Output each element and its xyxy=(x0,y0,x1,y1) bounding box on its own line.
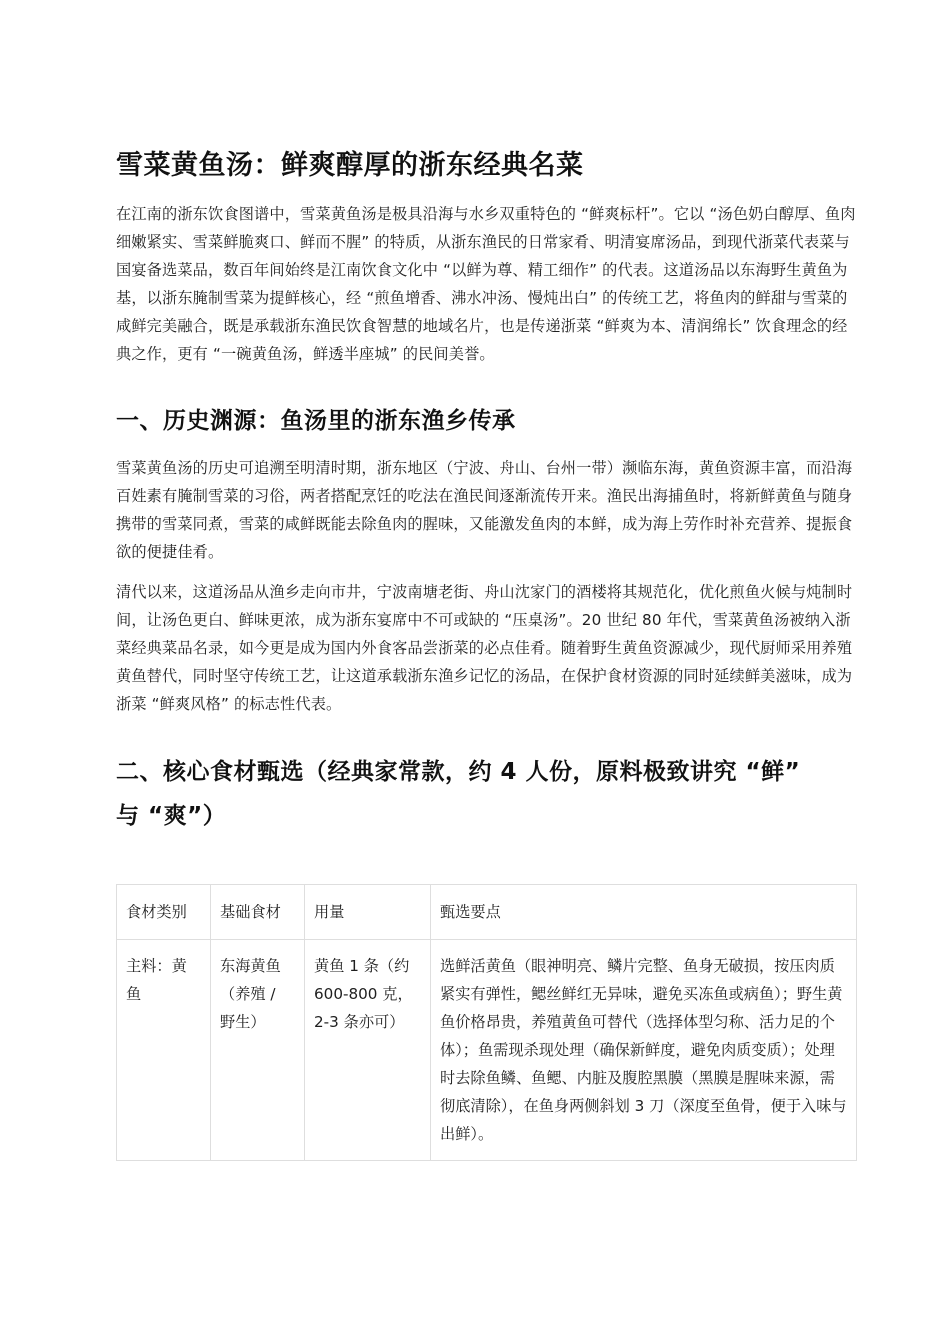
column-header-amount: 用量 xyxy=(305,885,431,940)
cell-notes: 选鲜活黄鱼（眼神明亮、鳞片完整、鱼身无破损，按压肉质紧实有弹性，鳃丝鲜红无异味，避免买冻鱼或病鱼）；野生黄鱼价格昂贵，养殖黄鱼可替代（选择体型匀称、活力足的个体）；鱼需现杀现处理（确保新鲜度，避免肉质变质）；处理时去除鱼鳞、鱼鳃、内脏及腹腔黑膜（黑膜是腥味来源，需彻底清除），在鱼身两侧斜划 3 刀（深度至鱼骨，便于入味与出鲜）。 xyxy=(431,940,857,1161)
page-title: 雪菜黄鱼汤：鲜爽醇厚的浙东经典名菜 xyxy=(116,150,584,181)
cell-item: 东海黄鱼（养殖 / 野生） xyxy=(211,940,305,1161)
ingredients-heading: 二、核心食材甄选（经典家常款，约 4 人份，原料极致讲究 “鲜” 与 “爽”） xyxy=(116,759,801,829)
history-paragraph-2: 清代以来，这道汤品从渔乡走向市井，宁波南塘老街、舟山沈家门的酒楼将其规范化，优化煎鱼火候与炖制时间，让汤色更白、鲜味更浓，成为浙东宴席中不可或缺的 “压桌汤”。20 世纪 80 年代，雪菜黄鱼汤被纳入浙菜经典菜品名录，如今更是成为国内外食客品尝浙菜的必点佳肴。随着野生黄鱼资源减少，现代厨师采用养殖黄鱼替代，同时坚守传统工艺，让这道承载浙东渔乡记忆的汤品，在保护食材资源的同时延续鲜美滋味，成为浙菜 “鲜爽风格” 的标志性代表。 xyxy=(116,583,853,713)
cell-amount: 黄鱼 1 条（约 600-800 克，2-3 条亦可） xyxy=(305,940,431,1161)
history-paragraph-1: 雪菜黄鱼汤的历史可追溯至明清时期，浙东地区（宁波、舟山、台州一带）濒临东海，黄鱼资源丰富，而沿海百姓素有腌制雪菜的习俗，两者搭配烹饪的吃法在渔民间逐渐流传开来。渔民出海捕鱼时，将新鲜黄鱼与随身携带的雪菜同煮，雪菜的咸鲜既能去除鱼肉的腥味，又能激发鱼肉的本鲜，成为海上劳作时补充营养、提振食欲的便捷佳肴。 xyxy=(116,459,853,561)
column-header-item: 基础食材 xyxy=(211,885,305,940)
history-heading: 一、历史渊源：鱼汤里的浙东渔乡传承 xyxy=(116,408,516,434)
intro-paragraph: 在江南的浙东饮食图谱中，雪菜黄鱼汤是极具沿海与水乡双重特色的 “鲜爽标杆”。它以 “汤色奶白醇厚、鱼肉细嫩紧实、雪菜鲜脆爽口、鲜而不腥” 的特质，从浙东渔民的日常家肴、明清宴席汤品，到现代浙菜代表菜与国宴备选菜品，数百年间始终是江南饮食文化中 “以鲜为尊、精工细作” 的代表。这道汤品以东海野生黄鱼为基，以浙东腌制雪菜为提鲜核心，经 “煎鱼增香、沸水冲汤、慢炖出白” 的传统工艺，将鱼肉的鲜甜与雪菜的咸鲜完美融合，既是承载浙东渔民饮食智慧的地域名片，也是传递浙菜 “鲜爽为本、清润绵长” 饮食理念的经典之作，更有 “一碗黄鱼汤，鲜透半座城” 的民间美誉。 xyxy=(116,205,856,363)
cell-category: 主料：黄鱼 xyxy=(117,940,211,1161)
document-page xyxy=(116,146,856,1161)
table-header-row xyxy=(117,885,857,940)
table-row xyxy=(117,940,857,1161)
column-header-notes: 甄选要点 xyxy=(431,885,857,940)
column-header-category: 食材类别 xyxy=(117,885,211,940)
ingredients-table xyxy=(116,884,857,1161)
